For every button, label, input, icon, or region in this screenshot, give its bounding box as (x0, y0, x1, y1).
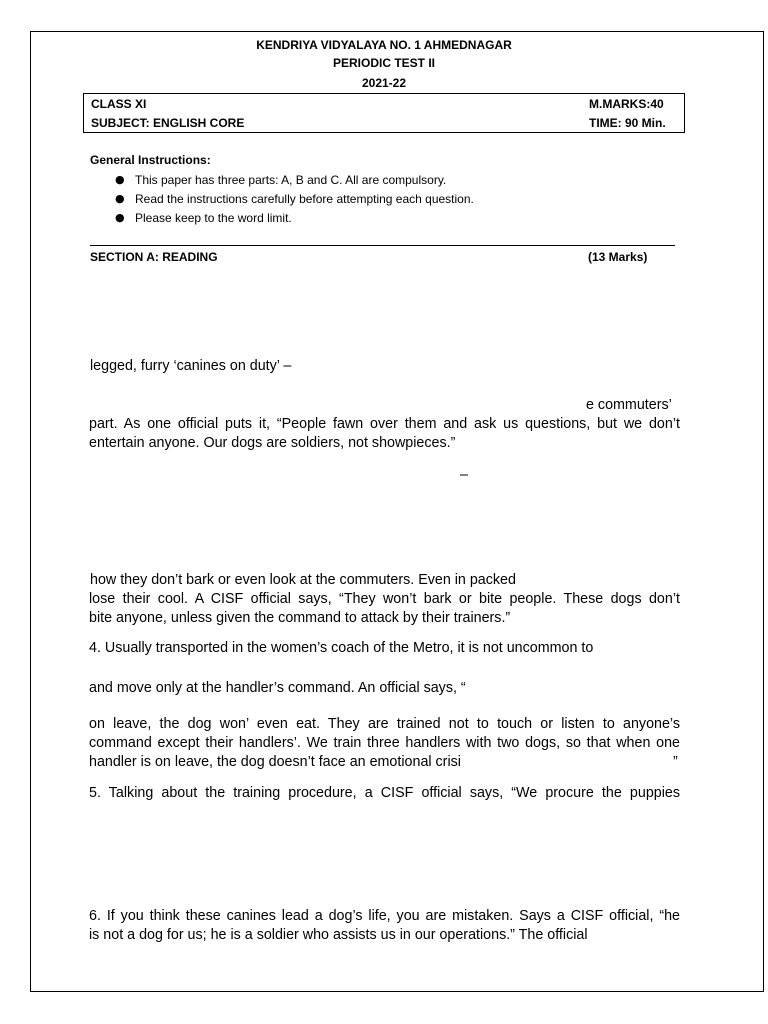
instruction-item: Please keep to the word limit. (135, 211, 292, 225)
max-marks-label: M.MARKS:40 (589, 97, 664, 111)
instruction-item: This paper has three parts: A, B and C. All are compulsory. (135, 173, 447, 187)
closing-quote: ” (673, 754, 678, 770)
section-marks: (13 Marks) (588, 250, 648, 264)
passage-line: legged, furry ‘canines on duty’ – (90, 358, 292, 374)
school-name: KENDRIYA VIDYALAYA NO. 1 AHMEDNAGAR (256, 38, 512, 52)
paragraph-5-line: 5. Talking about the training procedure, a CISF official says, “We procure the puppies (89, 785, 680, 801)
class-label: CLASS XI (91, 97, 147, 111)
passage-line: – (460, 467, 468, 483)
time-label: TIME: 90 Min. (589, 116, 666, 130)
bullet-icon: ● (115, 211, 125, 224)
bullet-icon: ● (115, 173, 125, 186)
divider-line (90, 245, 675, 246)
exam-info-box (83, 93, 685, 133)
passage-line: handler is on leave, the dog doesn’t face an emotional crisi (89, 754, 461, 770)
academic-year: 2021-22 (361, 76, 407, 90)
passage-line: on leave, the dog won’ even eat. They are trained not to touch or listen to anyone’s (89, 716, 680, 732)
instruction-item: Read the instructions carefully before attempting each question. (135, 192, 474, 206)
test-title: PERIODIC TEST II (332, 56, 435, 70)
instructions-heading: General Instructions: (90, 153, 211, 167)
passage-line: bite anyone, unless given the command to attack by their trainers.” (89, 610, 511, 626)
passage-line: e commuters’ (586, 397, 672, 413)
passage-line: lose their cool. A CISF official says, “They won’t bark or bite people. These dogs don’t (89, 591, 680, 607)
paragraph-4-line: 4. Usually transported in the women’s coach of the Metro, it is not uncommon to (89, 640, 594, 656)
subject-label: SUBJECT: ENGLISH CORE (91, 116, 245, 130)
passage-line: is not a dog for us; he is a soldier who assists us in our operations.” The official (89, 927, 588, 943)
paragraph-6-line: 6. If you think these canines lead a dog’s life, you are mistaken. Says a CISF official, “he (89, 908, 680, 924)
passage-line: entertain anyone. Our dogs are soldiers, not showpieces.” (89, 435, 456, 451)
section-title: SECTION A: READING (90, 250, 218, 264)
passage-line: command except their handlers’. We train three handlers with two dogs, so that when one (89, 735, 680, 751)
passage-line: part. As one official puts it, “People fawn over them and ask us questions, but we don’t (89, 416, 680, 432)
passage-line: how they don’t bark or even look at the commuters. Even in packed (90, 572, 516, 588)
bullet-icon: ● (115, 192, 125, 205)
passage-line: and move only at the handler’s command. An official says, “ (89, 680, 466, 696)
